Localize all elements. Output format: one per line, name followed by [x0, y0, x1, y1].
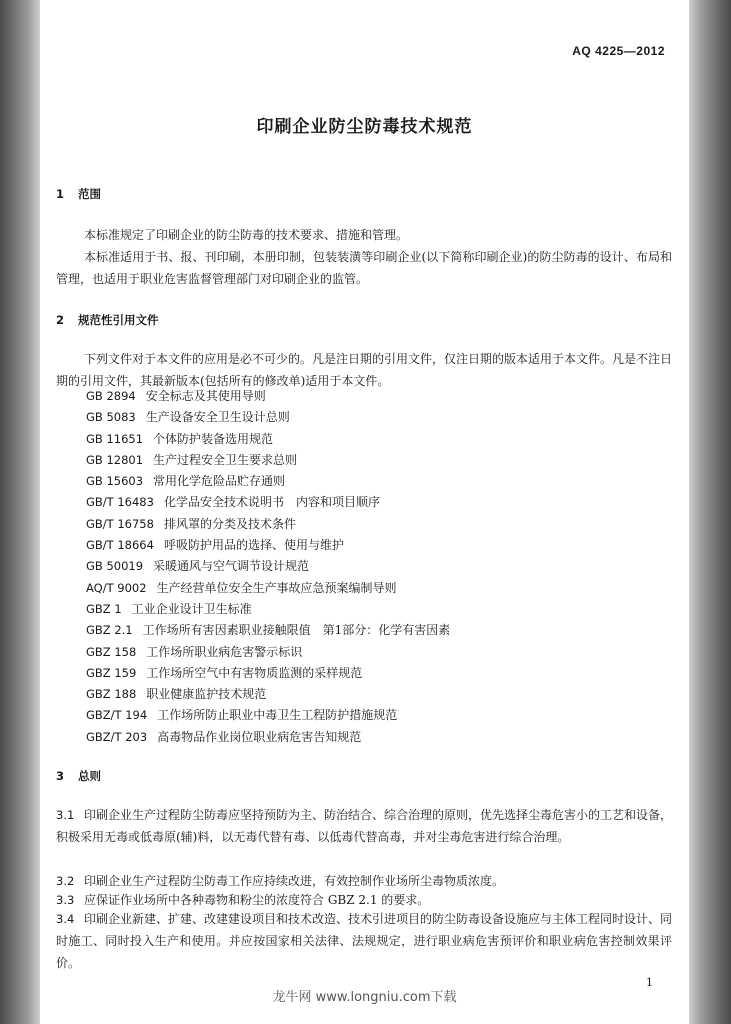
list-item — [86, 450, 450, 471]
reference-code: GB 11651 — [86, 431, 144, 446]
list-item — [86, 407, 450, 428]
reference-code: GBZ 188 — [86, 687, 137, 702]
reference-title: 工作场所职业病危害警示标识 — [146, 644, 303, 659]
standard-code: AQ 4225—2012 — [572, 44, 665, 58]
reference-code: GB/T 18664 — [86, 538, 154, 553]
clause-number: 3.4 — [56, 912, 75, 926]
reference-code: AQ/T 9002 — [86, 580, 147, 595]
list-item — [86, 684, 450, 705]
reference-code: GBZ/T 194 — [86, 708, 148, 723]
reference-code: GB 2894 — [86, 389, 136, 403]
reference-title: 个体防护装备选用规范 — [153, 431, 274, 446]
clause-3-1 — [56, 804, 672, 848]
reference-title: 工作场所防止职业中毒卫生工程防护措施规范 — [157, 708, 398, 723]
section-heading-general — [56, 768, 101, 784]
reference-code: GBZ 1 — [86, 601, 122, 616]
reference-title: 生产过程安全卫生要求总则 — [153, 452, 298, 467]
list-item — [86, 599, 450, 620]
reference-title: 呼吸防护用品的选择、使用与维护 — [163, 538, 344, 553]
clause-number: 3.2 — [56, 874, 75, 888]
list-item — [86, 705, 450, 726]
reference-title: 采暖通风与空气调节设计规范 — [153, 559, 310, 574]
reference-list — [86, 386, 450, 748]
reference-code: GBZ 2.1 — [86, 623, 133, 638]
list-item — [86, 642, 450, 663]
clause-text: 印刷企业新建、扩建、改建建设项目和技术改造、技术引进项目的防尘防毒设备设施应与主体工程同时设计、同时施工、同时投入生产和使用。并应按国家相关法律、法规规定，进行职业病危害预评价和职业病危害控制效果评价。 — [56, 912, 673, 970]
list-item — [86, 556, 450, 577]
reference-code: GB 15603 — [86, 474, 144, 489]
list-item — [86, 429, 450, 450]
clause-number: 3.1 — [56, 808, 75, 822]
right-margin-shadow — [689, 0, 731, 1024]
reference-title: 高毒物品作业岗位职业病危害告知规范 — [157, 729, 362, 744]
clause-3-4 — [56, 908, 672, 974]
section-title: 范围 — [78, 187, 101, 201]
reference-code: GBZ 159 — [86, 665, 137, 680]
list-item — [86, 386, 450, 407]
reference-code: GBZ/T 203 — [86, 729, 148, 744]
document-title: 印刷企业防尘防毒技术规范 — [256, 117, 473, 137]
reference-title: 工业企业设计卫生标准 — [131, 601, 252, 616]
list-item — [86, 578, 450, 599]
clause-text: 印刷企业生产过程防尘防毒应坚持预防为主、防治结合、综合治理的原则，优先选择尘毒危害小的工艺和设备，积极采用无毒或低毒原(辅)料，以无毒代替有毒、以低毒代替高毒，并对尘毒危害进行综合治理。 — [56, 808, 673, 844]
list-item — [86, 514, 450, 535]
reference-code: GB 12801 — [86, 452, 144, 467]
list-item — [86, 620, 450, 641]
reference-title: 排风罩的分类及技术条件 — [163, 516, 296, 531]
reference-title: 工作场所有害因素职业接触限值 第1部分：化学有害因素 — [142, 623, 451, 638]
section-title: 规范性引用文件 — [78, 313, 159, 327]
list-item — [86, 492, 450, 513]
watermark-link[interactable]: 龙牛网 www.longniu.com下载 — [272, 990, 457, 1005]
document-page — [40, 0, 689, 1024]
list-item — [86, 663, 450, 684]
reference-code: GB/T 16483 — [86, 495, 154, 510]
section-heading-scope — [56, 186, 101, 202]
list-item — [86, 727, 450, 748]
section-title: 总则 — [78, 769, 101, 783]
paragraph: 本标准规定了印刷企业的防尘防毒的技术要求、措施和管理。 — [84, 228, 409, 242]
left-margin-shadow — [0, 0, 40, 1024]
reference-title: 生产经营单位安全生产事故应急预案编制导则 — [156, 580, 397, 595]
clause-text: 印刷企业生产过程防尘防毒工作应持续改进，有效控制作业场所尘毒物质浓度。 — [84, 874, 505, 888]
paragraph: 本标准适用于书、报、刊印刷，本册印制，包装装潢等印刷企业(以下简称印刷企业)的防尘防毒的设计、布局和管理，也适用于职业危害监督管理部门对印刷企业的监管。 — [56, 250, 672, 286]
reference-title: 化学品安全技术说明书 内容和项目顺序 — [163, 495, 380, 510]
reference-title: 生产设备安全卫生设计总则 — [145, 410, 290, 425]
section-number: 1 — [56, 187, 65, 201]
clause-number: 3.3 — [56, 893, 75, 907]
reference-title: 常用化学危险品贮存通则 — [153, 474, 286, 489]
reference-title: 职业健康监护技术规范 — [146, 687, 267, 702]
reference-code: GBZ 158 — [86, 644, 137, 659]
reference-code: GB/T 16758 — [86, 516, 154, 531]
clause-text: 应保证作业场所中各种毒物和粉尘的浓度符合 GBZ 2.1 的要求。 — [84, 893, 430, 907]
reference-title: 工作场所空气中有害物质监测的采样规范 — [146, 665, 363, 680]
page-number: 1 — [646, 976, 653, 989]
reference-code: GB 5083 — [86, 410, 136, 425]
section-number: 3 — [56, 769, 65, 783]
list-item — [86, 471, 450, 492]
section-number: 2 — [56, 313, 65, 327]
list-item — [86, 535, 450, 556]
paragraph: 下列文件对于本文件的应用是必不可少的。凡是注日期的引用文件，仅注日期的版本适用于本文件。凡是不注日期的引用文件，其最新版本(包括所有的修改单)适用于本文件。 — [56, 352, 673, 388]
reference-title: 安全标志及其使用导则 — [145, 389, 266, 403]
section-heading-normative-references — [56, 312, 159, 328]
reference-code: GB 50019 — [86, 559, 144, 574]
